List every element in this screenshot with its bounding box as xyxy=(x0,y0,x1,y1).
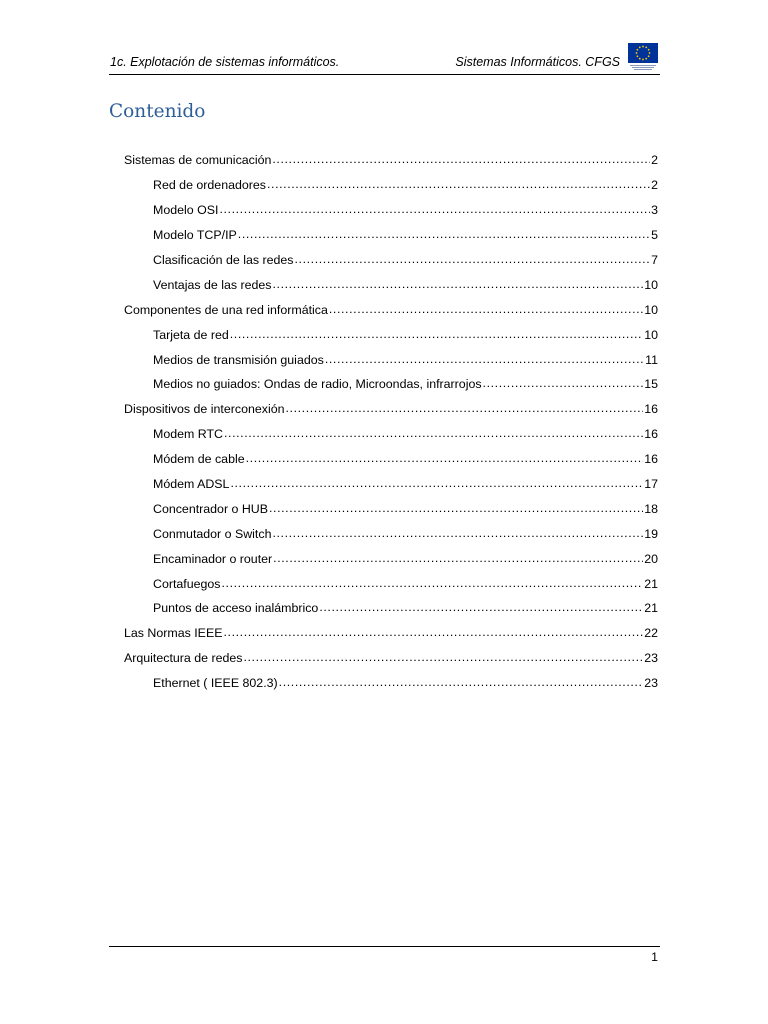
toc-entry-level-1[interactable] xyxy=(0,397,658,422)
toc-entry-level-1[interactable] xyxy=(0,148,658,173)
eu-star-icon xyxy=(645,58,647,60)
toc-entry-text: Medios de transmisión guiados xyxy=(153,352,324,367)
toc-entry-text: Modem RTC xyxy=(153,427,223,442)
toc-entry-page: 18 xyxy=(644,501,658,516)
toc-entry-level-2[interactable] xyxy=(0,173,658,198)
toc-entry-page: 5 xyxy=(651,228,658,243)
toc-entry-level-2[interactable] xyxy=(0,198,658,223)
toc-entry-page: 16 xyxy=(644,452,658,467)
page-header xyxy=(109,42,660,75)
toc-entry-text: Red de ordenadores xyxy=(153,178,266,193)
toc-dot-leader xyxy=(285,402,643,416)
toc-dot-leader xyxy=(272,278,643,292)
toc-dot-leader xyxy=(243,651,643,665)
toc-entry-page: 21 xyxy=(644,576,658,591)
toc-entry-page: 20 xyxy=(644,551,658,566)
toc-entry-text: Módem de cable xyxy=(153,452,245,467)
toc-entry-page: 23 xyxy=(644,651,658,666)
eu-star-icon xyxy=(636,52,638,54)
toc-entry-level-2[interactable] xyxy=(0,372,658,397)
toc-dot-leader xyxy=(267,178,650,192)
toc-entry-level-2[interactable] xyxy=(0,496,658,521)
toc-entry-page: 15 xyxy=(644,377,658,392)
header-document-title: 1c. Explotación de sistemas informáticos. xyxy=(110,55,340,69)
toc-dot-leader xyxy=(238,228,650,242)
toc-entry-level-2[interactable] xyxy=(0,272,658,297)
toc-entry-page: 2 xyxy=(651,178,658,193)
page-footer xyxy=(109,946,660,967)
toc-entry-page: 10 xyxy=(644,327,658,342)
toc-entry-text: Dispositivos de interconexión xyxy=(124,402,285,417)
toc-entry-level-2[interactable] xyxy=(0,596,658,621)
toc-entry-page: 11 xyxy=(645,352,658,367)
toc-entry-level-1[interactable] xyxy=(0,621,658,646)
toc-entry-level-2[interactable] xyxy=(0,671,658,696)
toc-entry-page: 10 xyxy=(644,277,658,292)
toc-entry-level-2[interactable] xyxy=(0,347,658,372)
toc-entry-page: 7 xyxy=(651,253,658,267)
toc-dot-leader xyxy=(273,552,643,566)
toc-entry-page: 3 xyxy=(651,203,658,218)
toc-dot-leader xyxy=(230,328,643,342)
toc-entry-text: Modelo OSI xyxy=(153,203,219,218)
toc-dot-leader xyxy=(269,502,643,516)
toc-entry-level-2[interactable] xyxy=(0,422,658,447)
toc-entry-text: Puntos de acceso inalámbrico xyxy=(153,601,319,616)
toc-entry-text: Ventajas de las redes xyxy=(153,277,272,292)
toc-entry-page: 17 xyxy=(644,477,658,492)
toc-entry-level-2[interactable] xyxy=(0,447,658,472)
toc-entry-text: Medios no guiados: Ondas de radio, Microondas, infrarrojos xyxy=(153,377,482,392)
toc-entry-page: 16 xyxy=(644,402,658,417)
toc-entry-text: Ethernet ( IEEE 802.3) xyxy=(153,676,278,691)
toc-entry-text: Módem ADSL xyxy=(153,477,230,492)
header-course-name: Sistemas Informáticos. CFGS xyxy=(455,55,620,69)
toc-entry-page: 10 xyxy=(644,302,658,317)
toc-entry-level-2[interactable] xyxy=(0,472,658,497)
toc-dot-leader xyxy=(319,601,643,615)
toc-entry-page: 23 xyxy=(644,676,658,691)
toc-dot-leader xyxy=(223,626,643,640)
eu-star-icon xyxy=(636,55,638,57)
toc-entry-level-2[interactable] xyxy=(0,322,658,347)
eu-star-icon xyxy=(636,49,638,51)
toc-entry-level-2[interactable] xyxy=(0,571,658,596)
eu-star-icon xyxy=(639,58,641,60)
toc-dot-leader xyxy=(246,452,644,466)
toc-entry-level-2[interactable] xyxy=(0,223,658,248)
toc-entry-text: Componentes de una red informática xyxy=(124,302,328,317)
toc-dot-leader xyxy=(272,527,643,541)
toc-entry-text: Cortafuegos xyxy=(153,576,221,591)
toc-entry-text: Sistemas de comunicación xyxy=(124,153,272,168)
eu-flag-icon xyxy=(628,43,658,71)
toc-title: Contenido xyxy=(109,101,206,122)
toc-entry-level-2[interactable] xyxy=(0,521,658,546)
toc-dot-leader xyxy=(329,303,643,317)
table-of-contents xyxy=(0,148,768,696)
toc-entry-level-2[interactable] xyxy=(0,248,658,273)
toc-dot-leader xyxy=(230,477,643,491)
toc-entry-text: Encaminador o router xyxy=(153,551,273,566)
toc-entry-page: 16 xyxy=(644,427,658,442)
toc-entry-level-1[interactable] xyxy=(0,646,658,671)
toc-dot-leader xyxy=(295,253,651,267)
toc-entry-level-1[interactable] xyxy=(0,297,658,322)
toc-dot-leader xyxy=(224,427,643,441)
toc-entry-text: Arquitectura de redes xyxy=(124,651,243,666)
toc-dot-leader xyxy=(272,153,650,167)
page-number: 1 xyxy=(651,950,658,964)
eu-star-icon xyxy=(645,46,647,48)
toc-dot-leader xyxy=(483,377,644,391)
toc-entry-page: 22 xyxy=(644,626,658,641)
toc-entry-text: Las Normas IEEE xyxy=(124,626,223,641)
toc-dot-leader xyxy=(219,203,650,217)
eu-star-icon xyxy=(639,46,641,48)
toc-dot-leader xyxy=(279,676,644,690)
toc-entry-page: 2 xyxy=(651,153,658,168)
eu-star-icon xyxy=(642,46,644,48)
toc-entry-text: Conmutador o Switch xyxy=(153,526,272,541)
toc-entry-level-2[interactable] xyxy=(0,546,658,571)
toc-dot-leader xyxy=(222,577,644,591)
eu-star-icon xyxy=(649,52,651,54)
eu-star-icon xyxy=(648,55,650,57)
toc-entry-page: 19 xyxy=(644,526,658,541)
toc-dot-leader xyxy=(325,353,644,367)
toc-entry-page: 21 xyxy=(644,601,658,616)
eu-star-icon xyxy=(648,49,650,51)
toc-entry-text: Modelo TCP/IP xyxy=(153,228,237,243)
eu-star-icon xyxy=(642,59,644,61)
toc-entry-text: Concentrador o HUB xyxy=(153,501,269,516)
toc-entry-text: Clasificación de las redes xyxy=(153,253,294,267)
toc-entry-text: Tarjeta de red xyxy=(153,327,229,342)
